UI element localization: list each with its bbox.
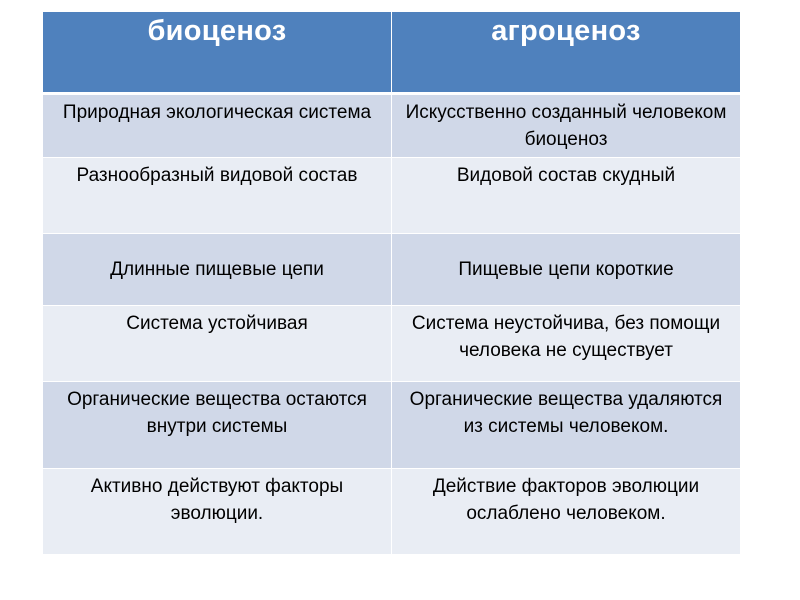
table-cell: Активно действуют факторы эволюции. [43,469,392,555]
table-cell: Органические вещества остаются внутри системы [43,382,392,469]
table-cell: Искусственно созданный человеком биоценоз [392,94,741,158]
table-cell: Действие факторов эволюции ослаблено человеком. [392,469,741,555]
comparison-table [42,11,741,555]
table-header-row [43,12,741,94]
header-agrocenosis: агроценоз [392,12,741,94]
table-row [43,94,741,158]
table-row [43,234,741,306]
table-row [43,306,741,382]
table-cell: Природная экологическая система [43,94,392,158]
table-row [43,382,741,469]
header-biocenosis: биоценоз [43,12,392,94]
table-cell: Видовой состав скудный [392,158,741,234]
table-cell: Органические вещества удаляются из системы человеком. [392,382,741,469]
table-cell: Пищевые цепи короткие [392,234,741,306]
table-row [43,158,741,234]
table-row [43,469,741,555]
table-cell: Система неустойчива, без помощи человека не существует [392,306,741,382]
table-cell: Длинные пищевые цепи [43,234,392,306]
table-cell: Разнообразный видовой состав [43,158,392,234]
table-cell: Система устойчивая [43,306,392,382]
